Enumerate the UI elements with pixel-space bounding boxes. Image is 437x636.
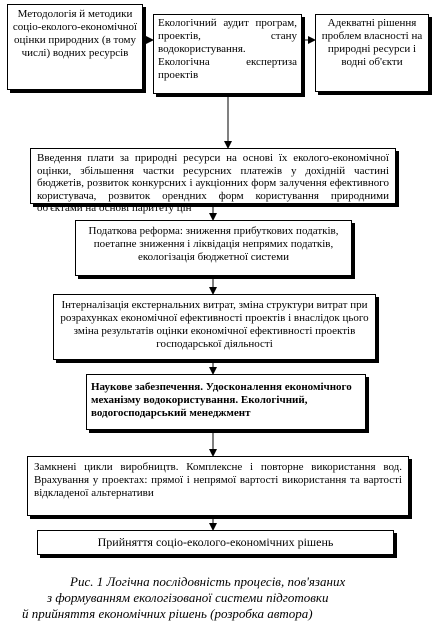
- figure-caption: [20, 574, 430, 622]
- decisions-box: [37, 530, 394, 555]
- adequate-box: [315, 14, 429, 92]
- methodology-text: Методологія й методики соціо-еколого-економічної оцінки природних (в тому числі) водних ресурсів: [12, 8, 138, 59]
- tax-text: Податкова реформа: зниження прибуткових податків, поетапне зниження і ліквідація непрямих податків, екологізація бюджетної системи: [88, 225, 339, 263]
- methodology-box: [7, 4, 143, 90]
- closed-cycles-text: Замкнені цикли виробництв. Комплексне і повторне використання вод. Врахування у проектах: прямої і непрямої вартості використання та вартості відкладеної альтернативи: [34, 461, 402, 499]
- caption-line-3: й прийняття економічних рішень (розробка автора): [22, 606, 313, 621]
- audit-box: [153, 14, 302, 94]
- internalization-box: [53, 294, 376, 360]
- adequate-text: Адекватні рішення проблем власності на природні ресурси і водні об'єкти: [321, 17, 423, 68]
- caption-line-1: Рис. 1 Логічна послідовність процесів, пов'язаних: [70, 574, 346, 589]
- payment-text: Введення плати за природні ресурси на основі їх еколого-економічної оцінки, збільшення частки ресурсних платежів у дохідній частині бюджетів, розвиток конкурсних і аукціонних форм залучення ефективного користувача, розвиток орендних форм користування природними об'єктами на основі паритету цін: [37, 152, 389, 214]
- payment-box: [30, 148, 396, 214]
- tax-box: [75, 220, 352, 276]
- audit-text: Екологічний аудит програм, проектів, стану водокористування. Екологічна експертиза проектів: [158, 17, 297, 81]
- scientific-box: [86, 374, 366, 430]
- caption-line-2: з формуванням екологізованої системи підготовки: [47, 590, 329, 605]
- scientific-text: Наукове забезпечення. Удосконалення економічного механізму водокористування. Екологічний, водогосподарський менеджмент: [91, 381, 352, 419]
- closed-cycles-box: [27, 456, 409, 516]
- decisions-text: Прийняття соціо-еколого-економічних рішень: [97, 535, 334, 549]
- internalization-text: Інтерналізація екстернальних витрат, зміна структури витрат при розрахунках економічної ефективності проектів і внаслідок цього зміна результатів оцінки економічної ефективності проектів господарської діяльності: [60, 299, 369, 350]
